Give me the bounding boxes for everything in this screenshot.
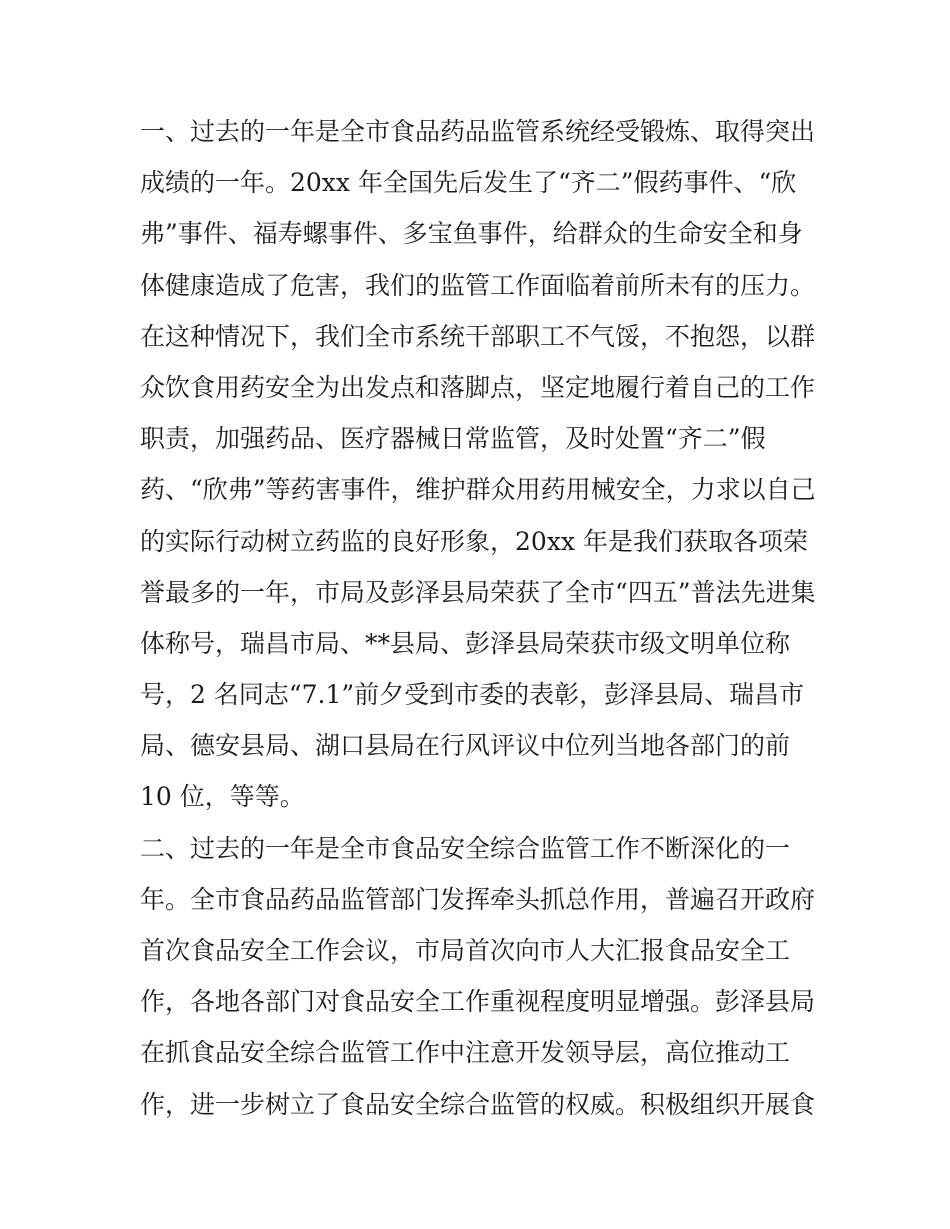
- text-line: 在这种情况下，我们全市系统干部职工不气馁，不抱怨，以群: [140, 321, 816, 351]
- text-line: 年。全市食品药品监管部门发挥牵头抓总作用，普遍召开政府: [140, 884, 816, 914]
- text-line: 成绩的一年。20xx 年全国先后发生了“齐二”假药事件、“欣: [140, 168, 797, 198]
- text-line: 誉最多的一年，市局及彭泽县局荣获了全市“四五”普法先进集: [140, 577, 816, 607]
- text-line: 作，进一步树立了食品安全综合监管的权威。积极组织开展食: [140, 1089, 816, 1119]
- text-line: 职责，加强药品、医疗器械日常监管，及时处置“齐二”假: [140, 424, 766, 454]
- text-line: 的实际行动树立药监的良好形象，20xx 年是我们获取各项荣: [140, 526, 808, 556]
- text-line: 众饮食用药安全为出发点和落脚点，坚定地履行着自己的工作: [140, 372, 816, 402]
- text-line: 二、过去的一年是全市食品安全综合监管工作不断深化的一: [140, 833, 791, 863]
- text-line: 药、“欣弗”等药害事件，维护群众用药用械安全，力求以自己: [140, 475, 816, 505]
- text-line: 在抓食品安全综合监管工作中注意开发领导层，高位推动工: [140, 1038, 791, 1068]
- document-body: [140, 106, 820, 1130]
- text-line: 首次食品安全工作会议，市局首次向市人大汇报食品安全工: [140, 936, 791, 965]
- text-line: 弗”事件、福寿螺事件、多宝鱼事件，给群众的生命安全和身: [140, 219, 803, 249]
- text-line: 一、过去的一年是全市食品药品监管系统经受锻炼、取得突出: [140, 117, 816, 146]
- text-line: 体称号，瑞昌市局、**县局、彭泽县局荣获市级文明单位称: [140, 628, 791, 658]
- text-line: 号，2 名同志“7.1”前夕受到市委的表彰，彭泽县局、瑞昌市: [140, 680, 805, 710]
- text-line: 作，各地各部门对食品安全工作重视程度明显增强。彭泽县局: [140, 987, 816, 1017]
- text-line: 局、德安县局、湖口县局在行风评议中位列当地各部门的前: [140, 731, 791, 761]
- text-line: 体健康造成了危害，我们的监管工作面临着前所未有的压力。: [140, 270, 816, 300]
- text-line: 10 位，等等。: [140, 782, 305, 812]
